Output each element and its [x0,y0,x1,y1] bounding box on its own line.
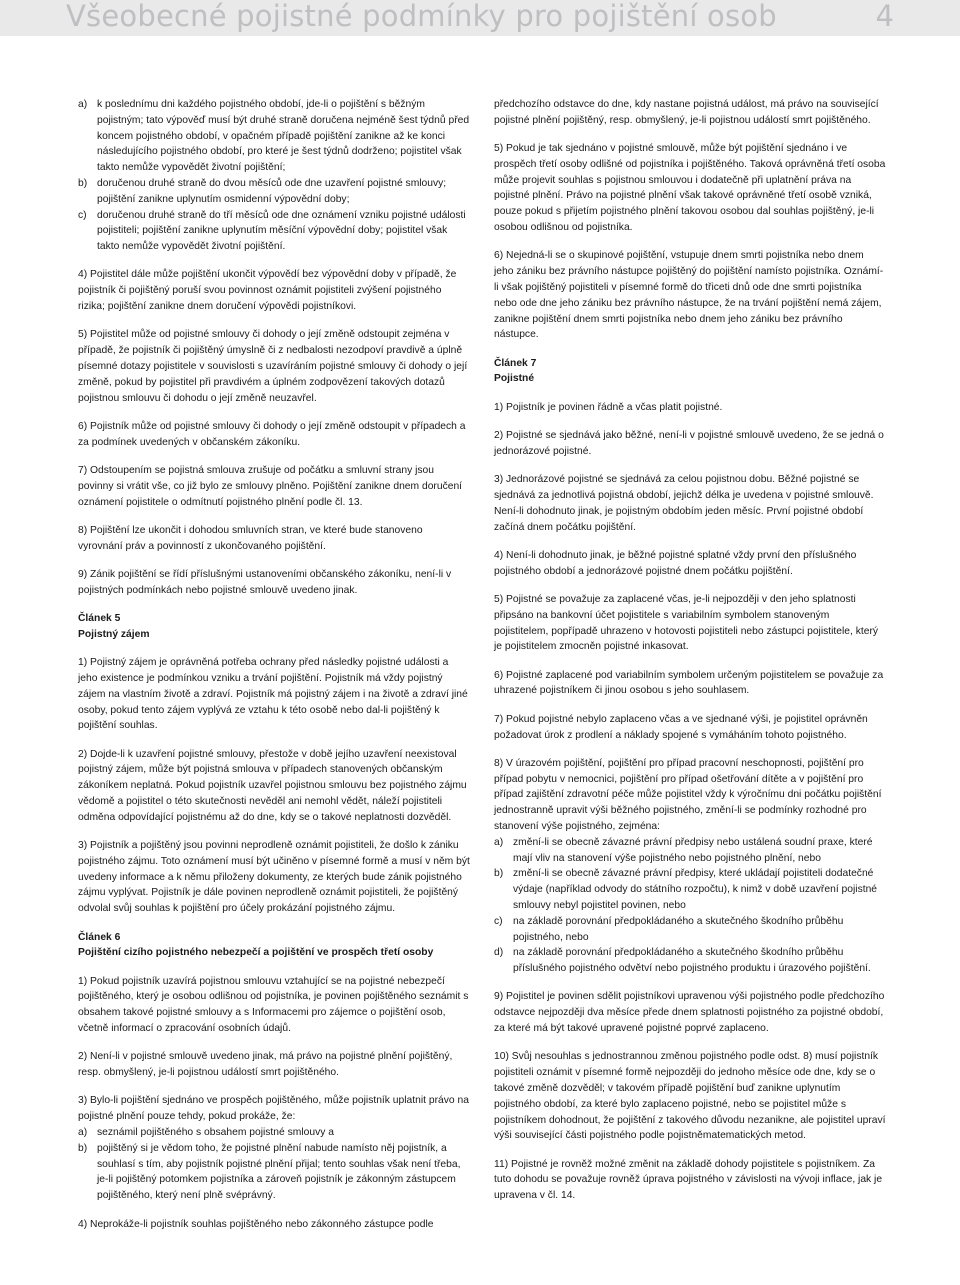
paragraph: 5) Pokud je tak sjednáno v pojistné smlouvě, může být pojištění sjednáno i ve prospěch třetí osoby odlišné od pojistníka i pojištěného. Taková oprávněná třetí osoba může projevit souhlas s pojistnou smlouvou i dodatečně při uplatnění práva na pojistné plnění. Právo na pojistné plnění však takové oprávněné třetí osobě vzniká, pouze pokud s přijetím pojistného plnění takovou osobou dal souhlas pojištěný, je-li osobou odlišnou od pojistníka. [494,143,886,234]
list-text: změní-li se obecně závazné právní předpisy, které ukládají pojistiteli dodatečné výdaje (například odvody do státního rozpočtu), k nimž v době uzavření pojistné smlouvy nebyl pojistitel povinen, nebo [513,868,878,911]
list-label: a) [78,1127,88,1139]
paragraph: 7) Odstoupením se pojistná smlouva zrušuje od počátku a smluvní strany jsou povinny si vrátit vše, co již bylo ze smlouvy plněno. Pojištění zanikne dnem doručení oznámení pojistitele o odmítnutí pojistného plnění podle čl. 13. [78,464,463,508]
paragraph: 1) Pojistník je povinen řádně a včas platit pojistné. [494,401,723,413]
article-number: Článek 6 [78,931,121,943]
list-item [78,97,470,176]
list-item [494,945,886,977]
list-item [494,835,886,867]
paragraph: 4) Neprokáže-li pojistník souhlas pojištěného nebo zákonného zástupce podle [78,1218,434,1230]
article-number: Článek 5 [78,613,121,625]
paragraph: 9) Zánik pojištění se řídí příslušnými ustanoveními občanského zákoníku, není-li v pojistných podmínkách nebo pojistné smlouvě uvedeno jinak. [78,568,452,596]
paragraph: předchozího odstavce do dne, kdy nastane pojistná událost, má právo na související pojistné plnění pojištěný, resp. obmyšlený, je-li pojistnou událostí smrt pojištěného. [494,99,879,126]
paragraph: 5) Pojistitel může od pojistné smlouvy či dohody o její změně odstoupit zejména v případě, že pojistník či pojištěný úmyslně či z nedbalosti nezodpoví pravdivě a úplně písemné dotazy pojistitele v souvislosti s uzavíráním pojistné smlouvy či dohody o její změně, pokud by pojistitel při pravdivém a úplném zodpovězení takových dotazů pojistnou smlouvu či dohodu o její změně neuzavřel. [78,329,468,404]
paragraph: 7) Pokud pojistné nebylo zaplaceno včas a ve sjednané výši, je pojistitel oprávněn požadovat úrok z prodlení a náklady spojené s vymáháním tohoto pojistného. [494,713,868,741]
list-text: k poslednímu dni každého pojistného období, jde-li o pojištění s běžným pojistným; tato výpověď musí být druhé straně doručena nejméně šest týdnů před koncem pojistného období, v opačném případě pojištění zanikne až ke konci následujícího pojistného období, pro které je šest týdnů dodrženo; pojistitel však takto nemůže vypovědět životní pojištění; [97,99,470,174]
list-item [494,914,886,946]
paragraph: 11) Pojistné je rovněž možné změnit na základě dohody pojistitele s pojistníkem. Za tuto dohodu se považuje rovněž úprava pojistného v závislosti na vývoji inflace, jak je upravena v čl. 14. [494,1158,883,1202]
list-label: c) [78,209,87,221]
article-title: Pojistný zájem [78,628,150,640]
list-label: a) [78,99,88,110]
list-text: pojištěný si je vědom toho, že pojistné plnění nabude namísto něj pojistník, a souhlasí s tím, aby pojistník pojistné plnění přijal; tento souhlas však není třeba, je-li pojištěný potomkem pojistníka a zároveň pojistník je zákonným zástupcem pojištěného, který není plně svéprávný. [97,1142,461,1202]
list-label: b) [78,1142,88,1154]
list-label: c) [494,915,503,927]
list-item [78,176,470,208]
list-item [78,1141,470,1204]
paragraph: 3) Jednorázové pojistné se sjednává za celou pojistnou dobu. Běžné pojistné se sjednává za jednotlivá pojistná období, jejichž délka je uvedena v pojistné smlouvě. Není-li dohodnuto jinak, je pojistným obdobím jeden měsíc. První pojistné období začíná dnem počátku pojištění. [494,474,874,533]
article-title: Pojistné [494,373,535,385]
paragraph: 8) Pojištění lze ukončit i dohodou smluvních stran, ve které bude stanoveno vyrovnání práv a povinností z ukončovaného pojištění. [78,524,423,552]
paragraph: 5) Pojistné se považuje za zaplacené včas, je-li nejpozději v den jeho splatnosti připsáno na bankovní účet pojistitele s variabilním symbolem stanoveným pojistitelem, popřípadě uhrazeno v hotovosti pojistiteli nebo zástupci pojistitele, který je pojistitelem zmocněn pojistné inkasovat. [494,593,879,653]
paragraph: 3) Pojistník a pojištěný jsou povinni neprodleně oznámit pojistiteli, že došlo k zániku pojistného zájmu. Toto oznámení musí být učiněno v písemné formě a musí v něm být uvedeny informace a k němu přiloženy dokumenty, ze kterých bude zánik pojistného zájmu vyplývat. Pojistník je dále povinen neprodleně oznámit pojistiteli, že pojištěný odvolal svůj souhlas k pojištění pro účely prokázání pojistného zájmu. [78,840,470,915]
paragraph: 6) Pojistník může od pojistné smlouvy či dohody o její změně odstoupit v případech a za podmínek uvedených v občanském zákoníku. [78,420,466,448]
document-title: Všeobecné pojistné podmínky pro pojištění osob [66,0,777,33]
list-text: na základě porovnání předpokládaného a skutečného škodního průběhu příslušného pojistného odvětví nebo pojistného produktu i úrazového pojištění. [513,947,871,975]
list-item [78,1125,470,1141]
paragraph: 8) V úrazovém pojištění, pojištění pro případ pracovní neschopnosti, pojištění pro případ pobytu v nemocnici, pojištění pro případ ošetřování dítěte a v pojištění pro případ zajištění zdravotní péče může pojistitel vždy k výročnímu dni počátku pojištění jednostranně upravit výši běžného pojistného, změní-li se podmínky rozhodné pro stanovení výše pojistného, zejména: [494,757,882,832]
paragraph: 4) Pojistitel dále může pojištění ukončit výpovědí bez výpovědní doby v případě, že pojistník či pojištěný poruší svou povinnost oznámit pojistiteli zvýšení pojistného rizika; pojištění zanikne dnem doručení výpovědi pojistníkovi. [78,269,457,313]
paragraph: 3) Bylo-li pojištění sjednáno ve prospěch pojištěného, může pojistník uplatnit právo na pojistné plnění pouze tehdy, pokud prokáže, že: [78,1095,469,1123]
paragraph: 6) Nejedná-li se o skupinové pojištění, vstupuje dnem smrti pojistníka nebo dnem jeho zániku bez právního nástupce pojištěný do pojištění namísto pojistníka. Oznámí-li však pojištěný pojistiteli v písemné formě do třiceti dnů ode dne smrti pojistníka nebo ode dne jeho zániku bez právního nástupce, že na trvání pojištění nemá zájem, zanikne pojištění dnem smrti pojistníka nebo dnem jeho zániku bez právního nástupce. [494,250,884,341]
list-label: b) [78,177,88,189]
article-number: Článek 7 [494,357,537,369]
page-number: 4 [875,0,894,33]
page-header [0,0,960,36]
list-item [78,208,470,255]
list-label: a) [494,836,504,848]
paragraph: 4) Není-li dohodnuto jinak, je běžné pojistné splatné vždy první den příslušného pojistného období a jednorázové pojistné dnem počátku pojištění. [494,549,857,577]
paragraph: 2) Pojistné se sjednává jako běžné, není-li v pojistné smlouvě uvedeno, že se jedná o jednorázové pojistné. [494,430,884,457]
list-text: seznámil pojištěného s obsahem pojistné smlouvy a [97,1127,334,1139]
list-text: doručenou druhé straně do tří měsíců ode dne oznámení vzniku pojistné události pojistiteli; pojištění zanikne uplynutím měsíční výpovědní doby; pojistitel však takto nemůže vypovědět životní pojištění. [97,209,466,253]
paragraph: 2) Dojde-li k uzavření pojistné smlouvy, přestože v době jejího uzavření neexistoval pojistný zájem, může být pojistná smlouva v případech stanovených občanským zákoníkem neplatná. Pokud pojistník uzavřel pojistnou smlouvu bez pojistného zájmu vědomě a pojistitel o této skutečnosti nevěděl ani nemohl vědět, náleží pojistiteli odměna odpovídající pojistnému až do dne, kdy se o takové neplatnosti dozvěděl. [78,748,467,823]
paragraph: 6) Pojistné zaplacené pod variabilním symbolem určeným pojistitelem se považuje za uhrazené pojistníkem či jinou osobou s jeho souhlasem. [494,669,884,697]
paragraph: 1) Pojistný zájem je oprávněná potřeba ochrany před následky pojistné události a jeho existence je podmínkou vzniku a trvání pojištění. Pojistník má vždy pojistný zájem na vlastním životě a zdraví. Pojistník má pojistný zájem i na životě a zdraví jiné osoby, pokud tento zájem vyplývá ze vztahu k této osobě nebo dal-li pojištěný k pojištění souhlas. [78,657,468,732]
paragraph: 2) Není-li v pojistné smlouvě uvedeno jinak, má právo na pojistné plnění pojištěný, resp. obmyšlený, je-li pojistnou událostí smrt pojištěného. [78,1051,453,1079]
list-text: doručenou druhé straně do dvou měsíců ode dne uzavření pojistné smlouvy; pojištění zanikne uplynutím osmidenní výpovědní doby; [97,177,447,205]
list-item [494,866,886,913]
article-title: Pojištění cizího pojistného nebezpečí a pojištění ve prospěch třetí osoby [78,947,434,959]
paragraph: 9) Pojistitel je povinen sdělit pojistníkovi upravenou výši pojistného podle předchozího odstavce nejpozději dva měsíce přede dnem splatnosti pojistného za pojistné období, za které má být takové upravené pojistné poprvé zaplaceno. [494,991,885,1035]
left-column [78,97,470,1232]
paragraph: 10) Svůj nesouhlas s jednostrannou změnou pojistného podle odst. 8) musí pojistník pojistiteli oznámit v písemné formě nejpozději do jednoho měsíce ode dne, kdy se o takové změně dozvěděl; v takovém případě pojištění buď zanikne uplynutím pojistného období, za které bylo zaplaceno pojistné, nebo se pojistitel může s pojistníkem dohodnout, že pojištění z takového důvodu nezanikne, ale pojistitel upraví výši související části pojistného podle pojistněmatematických metod. [494,1051,886,1142]
list-text: změní-li se obecně závazné právní předpisy nebo ustálená soudní praxe, které mají vliv na stanovení výše pojistného nebo pojistného plnění, nebo [513,836,873,864]
list-label: d) [494,947,504,959]
list-label: b) [494,868,504,880]
right-column [494,97,886,1204]
list-text: na základě porovnání předpokládaného a skutečného škodního průběhu pojistného, nebo [513,915,844,943]
paragraph: 1) Pokud pojistník uzavírá pojistnou smlouvu vztahující se na pojistné nebezpečí pojištěného, který je osobou odlišnou od pojistníka, je povinen pojištěného seznámit s obsahem takové pojistné smlouvy a s Informacemi pro zájemce o pojištění osob, včetně informací o zpracování osobních údajů. [78,975,469,1035]
